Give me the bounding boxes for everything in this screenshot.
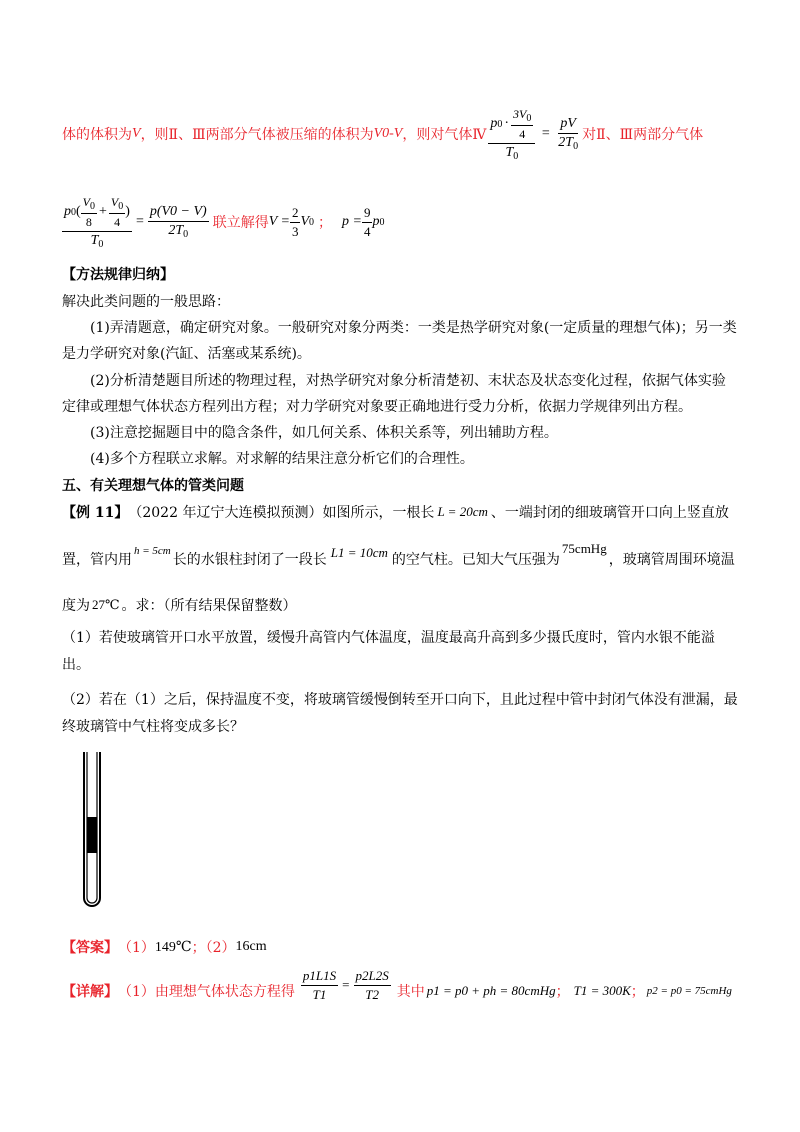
example-text-2d: ，玻璃管周围环境温 xyxy=(608,552,735,568)
section-title: 五、有关理想气体的管类问题 xyxy=(62,478,244,494)
solution-separator: ； xyxy=(318,215,333,231)
line1-var-v0v: V0-V xyxy=(373,126,403,141)
question1-a: （1）若使玻璃管开口水平放置，缓慢升高管内气体温度，温度最高升高到多少摄氏度时，管内水银不能溢 xyxy=(62,630,715,646)
joint-solve-label: 联立解得 xyxy=(212,215,269,231)
equation-gas-ii-iii: p 0 ( $\frac{V_0}{8}$ + $\frac{V_0}{4}$ ) $T_0$ = $\frac{p(V0 - V)}{2T_0}$ xyxy=(64,194,207,250)
example-text-2a: 置，管内用 xyxy=(62,552,132,568)
question1-b: 出。 xyxy=(62,657,90,673)
method-p1b: 是力学研究对象(汽缸、活塞或某系统)。 xyxy=(62,346,311,362)
detail-p1-equation: p1 = p0 + ph = 80cmHg xyxy=(426,983,556,998)
detail-p2-equation: p2 = p0 = 75cmHg xyxy=(646,985,732,997)
method-p2b: 定律或理想气体状态方程列出方程；对力学研究对象要正确地进行受力分析，依据力学规律列出方程。 xyxy=(62,399,692,415)
detail-tag: 【详解】 xyxy=(62,984,118,1000)
detail-separator-2: ； xyxy=(630,984,645,1000)
method-p1a: (1)弄清题意，确定研究对象。一般研究对象分两类：一类是热学研究对象(一定质量的理想气体)；另一类 xyxy=(90,320,737,336)
answer-value-2: 16cm xyxy=(235,939,267,954)
glass-tube-figure xyxy=(72,750,112,920)
example-text-1a: （2022 年辽宁大连模拟预测）如图所示，一根长 xyxy=(128,505,435,521)
method-heading: 【方法规律归纳】 xyxy=(62,267,174,283)
line1-text-b: ，则Ⅱ、Ⅲ两部分气体被压缩的体积为 xyxy=(140,127,374,143)
detail-text-b: 其中 xyxy=(396,984,425,1000)
example-length-l1: L1 = 10cm xyxy=(330,545,388,560)
example-text-2c: 的空气柱。已知大气压强为 xyxy=(391,552,560,568)
solution-p: p = $\frac{9}{4}$ p 0 xyxy=(342,204,385,239)
example-text-1b: 、一端封闭的细玻璃管开口向上竖直放 xyxy=(490,505,729,521)
line1-var-v: V xyxy=(132,126,141,141)
line2 xyxy=(62,192,384,252)
answer-line xyxy=(62,935,267,959)
answer-tag: 【答案】 xyxy=(62,940,118,956)
example-line1 xyxy=(62,500,729,524)
example-line2 xyxy=(62,538,735,580)
line1-text-c: ，则对气体Ⅳ xyxy=(402,127,487,143)
answer-part1-label: （1） xyxy=(118,940,155,956)
answer-part2-label: ；（2） xyxy=(191,940,236,956)
equation-gas-iv: p 0 · $\frac{3V_0}{4}$ $T_0$ = $\frac{pV}{2T_0}$ xyxy=(490,106,579,162)
example-height-h: h = 5cm xyxy=(134,545,171,557)
detail-line xyxy=(62,964,732,1018)
detail-state-equation: $\frac{p1L1S}{T1}$ = $\frac{p2L2S}{T2}$ xyxy=(302,967,389,1002)
answer-value-1: 149℃ xyxy=(154,939,192,955)
example-text-3a: 度为 xyxy=(62,598,90,614)
example-temperature: 27℃ xyxy=(92,597,120,612)
detail-separator-1: ； xyxy=(555,984,570,1000)
line1-text-d: 对Ⅱ、Ⅲ两部分气体 xyxy=(582,127,704,143)
method-intro: 解决此类问题的一般思路： xyxy=(62,294,230,310)
method-p4: (4)多个方程联立求解。对求解的结果注意分析它们的合理性。 xyxy=(90,451,474,467)
solution-v: V = $\frac{2}{3}$ V 0 xyxy=(268,204,315,239)
example-line3 xyxy=(62,593,297,617)
detail-text-a: （1）由理想气体状态方程得 xyxy=(118,984,295,1000)
example-text-2b: 长的水银柱封闭了一段长 xyxy=(172,552,327,568)
example-tag: 【例 11】 xyxy=(62,505,129,521)
example-length-l: L = 20cm xyxy=(437,504,488,519)
line1-text-a: 体的体积为 xyxy=(62,127,132,143)
method-p3: (3)注意挖掘题目中的隐含条件，如几何关系、体积关系等，列出辅助方程。 xyxy=(90,425,558,441)
line1 xyxy=(62,106,703,162)
question2-b: 终玻璃管中气柱将变成多长？ xyxy=(62,719,244,735)
example-text-3b: 。求：（所有结果保留整数） xyxy=(121,598,297,614)
detail-t1-equation: T1 = 300K xyxy=(573,983,631,998)
method-p2a: (2)分析清楚题目所述的物理过程，对热学研究对象分析清楚初、末状态及状态变化过程，依据气体实验 xyxy=(90,373,726,389)
mercury-column xyxy=(87,817,97,853)
question2-a: （2）若在（1）之后，保持温度不变，将玻璃管缓慢倒转至开口向下，且此过程中管中封闭气体没有泄漏，最 xyxy=(62,692,738,708)
example-pressure: 75cmHg xyxy=(561,541,607,556)
